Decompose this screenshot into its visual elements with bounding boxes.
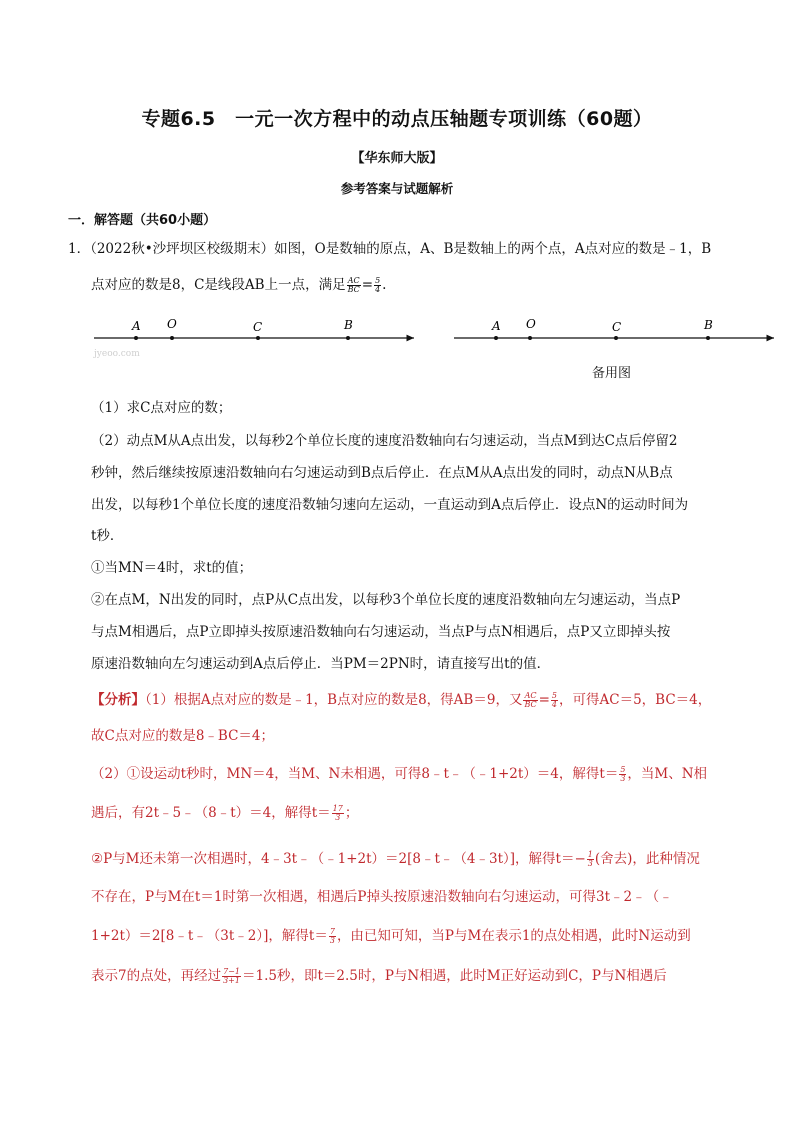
analysis-line-1: 【分析】（1）根据A点对应的数是﹣1，B点对应的数是8，得AB＝9，又 $\frac{AC}{BC}$ = $\frac{5}{4}$ ，可得AC＝5，BC＝4，: [91, 691, 712, 709]
analysis-line-2: 故C点对应的数是8﹣BC＝4；: [91, 728, 275, 744]
analysis-line-5: ②P与M还未第一次相遇时，4﹣3t﹣（﹣1+2t）＝2[8﹣t﹣（4﹣3t）]，解得t＝− $\frac{1}{3}$ (舍去)，此种情况: [91, 850, 700, 868]
fraction-5-4: $\frac{5}{4}$: [375, 276, 381, 294]
question-2-sub-2-line-2: 与点M相遇后，点P立即掉头按原速沿数轴向右匀速运动，当点P与点N相遇后，点P又立即掉头按: [91, 624, 671, 640]
label-b: B: [344, 318, 353, 332]
number-line-figure: [0, 310, 794, 360]
label-o: O: [167, 317, 177, 331]
analysis-line-8: 表示7的点处，再经过 $\frac{7-1}{3+1}$ ＝1.5秒，即t＝2.5时，P与N相遇，此时M正好运动到C，P与N相遇后: [91, 967, 667, 985]
point-o: [170, 336, 174, 340]
question-2-sub-1: ①当MN＝4时，求t的值；: [91, 560, 253, 576]
analysis-line-4: 遇后，有2t﹣5﹣（8﹣t）＝4，解得t＝ $\frac{17}{3}$ ；: [91, 804, 359, 822]
problem-line-1: [68, 239, 711, 259]
label-c-backup: C: [612, 320, 622, 334]
watermark: jyeoo.com: [94, 349, 140, 359]
fraction-ac-bc: $\frac{AC}{BC}$: [347, 276, 360, 294]
number-line-main: [93, 317, 414, 359]
question-2-sub-2-line-1: ②在点M，N出发的同时，点P从C点出发，以每秒3个单位长度的速度沿数轴向左匀速运动，当点P: [91, 592, 681, 608]
label-a-backup: A: [492, 319, 501, 333]
question-1: （1）求C点对应的数；: [91, 400, 232, 416]
problem-line-2: 点对应的数是8，C是线段AB上一点，满足 $\frac{AC}{BC}$ = $\frac{5}{4}$ .: [91, 276, 387, 294]
question-2-line-4: t秒．: [91, 528, 124, 544]
label-o-backup: O: [526, 317, 536, 331]
question-2-line-1: （2）动点M从A点出发，以每秒2个单位长度的速度沿数轴向右匀速运动，当点M到达C点后停留2: [91, 433, 678, 449]
label-b-backup: B: [704, 318, 713, 332]
answer-heading: 参考答案与试题解析: [340, 181, 454, 196]
point-b-backup: [706, 336, 710, 340]
problem-text: （2022秋•沙坪坝区校级期末）如图，O是数轴的原点，A、B是数轴上的两个点，A点对应的数是﹣1，B: [90, 241, 712, 257]
point-a: [134, 336, 138, 340]
number-line-backup: [454, 317, 774, 340]
page-title: 专题6.5 一元一次方程中的动点压轴题专项训练（60题）: [141, 108, 653, 130]
label-c: C: [253, 320, 263, 334]
question-2-line-2: 秒钟，然后继续按原速沿数轴向右匀速运动到B点后停止．在点M从A点出发的同时，动点N从B点: [91, 465, 673, 481]
analysis-line-6: 不存在，P与M在t＝1时第一次相遇，相遇后P掉头按原速沿数轴向右匀速运动，可得3t﹣2﹣（﹣: [91, 889, 673, 905]
point-c-backup: [614, 336, 618, 340]
point-o-backup: [528, 336, 532, 340]
point-b: [346, 336, 350, 340]
analysis-label: 【分析】: [91, 692, 145, 708]
analysis-line-3: （2）①设运动t秒时，MN＝4，当M、N未相遇，可得8﹣t﹣（﹣1+2t）＝4，解得t＝ $\frac{5}{3}$ ，当M、N相: [91, 765, 708, 783]
edition-label: 【华东师大版】: [351, 151, 443, 166]
backup-figure-caption: 备用图: [592, 366, 632, 381]
question-2-sub-2-line-3: 原速沿数轴向左匀速运动到A点后停止．当PM＝2PN时，请直接写出t的值．: [91, 656, 551, 672]
analysis-line-7: 1+2t）＝2[8﹣t﹣（3t﹣2）]，解得t＝ $\frac{7}{3}$ ，由已知可知，当P与M在表示1的点处相遇，此时N运动到: [91, 927, 691, 945]
label-a: A: [132, 319, 141, 333]
point-a-backup: [494, 336, 498, 340]
point-c: [256, 336, 260, 340]
problem-number: 1．: [68, 241, 91, 257]
question-2-line-3: 出发，以每秒1个单位长度的速度沿数轴匀速向左运动，一直运动到A点后停止．设点N的运动时间为: [91, 497, 689, 513]
section-heading: 一．解答题（共60小题）: [68, 213, 217, 228]
